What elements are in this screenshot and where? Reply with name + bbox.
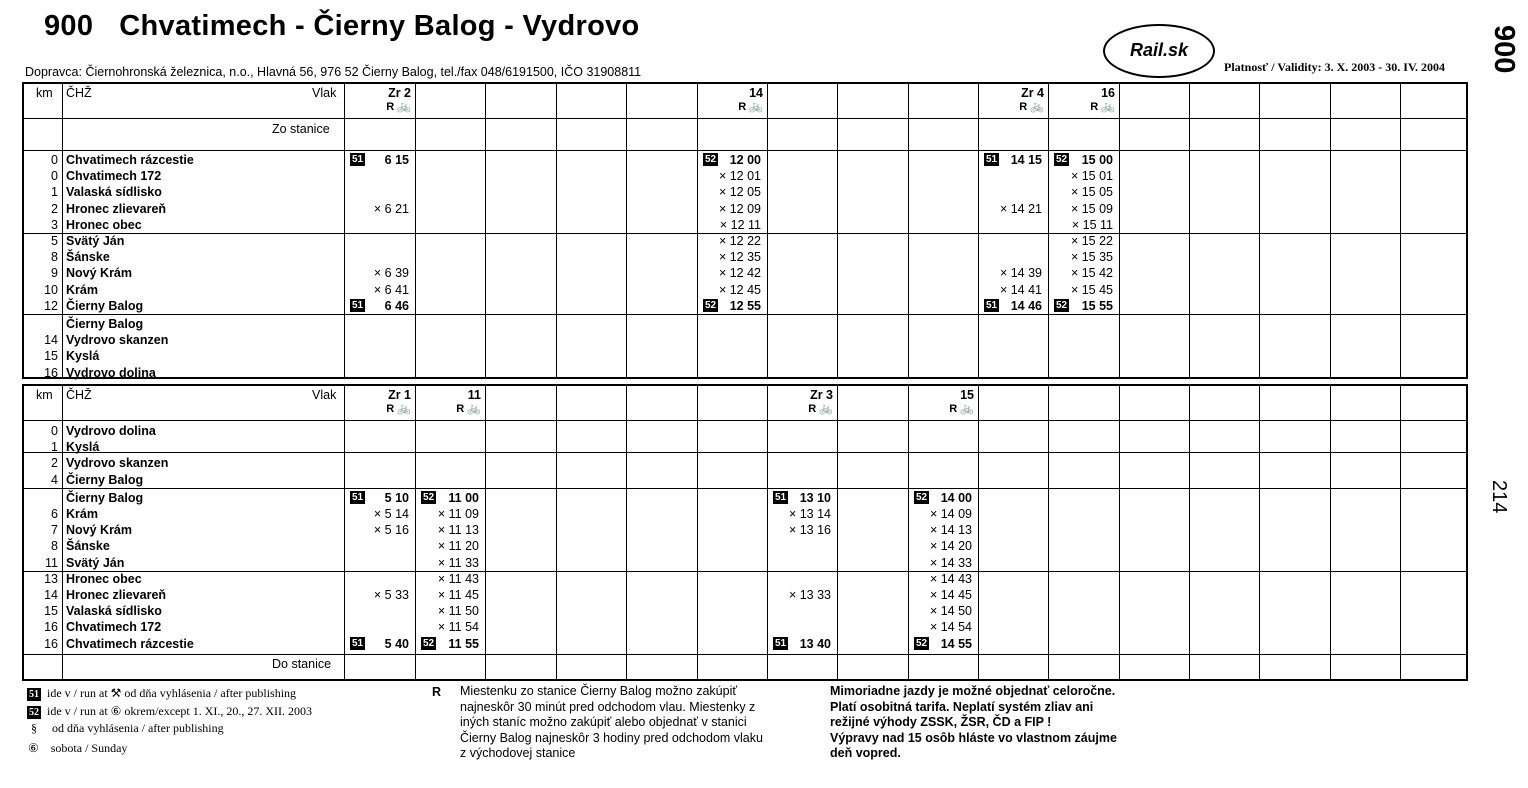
row-divider bbox=[24, 314, 1466, 315]
row-divider bbox=[24, 452, 1466, 453]
km-value: 16 bbox=[44, 620, 58, 635]
departure-time bbox=[773, 491, 831, 505]
km-header: km bbox=[36, 86, 53, 100]
departure-time bbox=[914, 637, 972, 651]
time-value: × 14 21 bbox=[999, 201, 1042, 216]
legend-saturday bbox=[28, 741, 127, 756]
train-number: 14 bbox=[749, 86, 763, 100]
km-value: 7 bbox=[51, 523, 58, 538]
badge-51-icon: 51 bbox=[352, 637, 364, 649]
row-divider bbox=[24, 571, 1466, 572]
departure-time bbox=[703, 283, 761, 297]
legend-paragraph bbox=[31, 721, 224, 736]
station-name: Kyslá bbox=[66, 349, 100, 364]
row-divider bbox=[24, 150, 1466, 151]
time-value: × 11 09 bbox=[437, 507, 479, 521]
time-value: × 13 33 bbox=[788, 588, 831, 602]
departure-time bbox=[984, 202, 1042, 216]
to-station-label: Do stanice bbox=[272, 656, 332, 671]
col-divider bbox=[626, 84, 627, 377]
from-station-label: Zo stanice bbox=[272, 122, 330, 136]
col-divider bbox=[415, 386, 416, 679]
time-value: 11 55 bbox=[448, 636, 479, 651]
col-divider bbox=[978, 84, 979, 377]
time-value: × 15 45 bbox=[1070, 282, 1113, 297]
departure-time bbox=[1054, 266, 1113, 280]
km-header: km bbox=[36, 388, 53, 402]
km-value: 16 bbox=[44, 365, 58, 380]
departure-time bbox=[421, 604, 479, 618]
col-divider bbox=[344, 386, 345, 679]
col-divider bbox=[1048, 386, 1049, 679]
legend-paragraph-text: od dňa vyhlásenia / after publishing bbox=[52, 721, 224, 735]
time-value: × 5 16 bbox=[373, 523, 409, 538]
train-type-r: R 🚲 bbox=[808, 403, 833, 415]
time-value: × 15 01 bbox=[1070, 169, 1113, 184]
time-value: 14 46 bbox=[1010, 298, 1042, 313]
time-value: × 14 33 bbox=[929, 555, 972, 570]
departure-time bbox=[1054, 283, 1113, 297]
time-value: × 5 14 bbox=[373, 507, 409, 521]
time-value: 15 55 bbox=[1081, 298, 1113, 313]
departure-time bbox=[703, 169, 761, 183]
departure-time bbox=[421, 637, 479, 651]
col-divider bbox=[1330, 84, 1331, 377]
km-value: 8 bbox=[51, 250, 58, 265]
carrier-info: Dopravca: Čiernohronská železnica, n.o., Hlavná 56, 976 52 Čierny Balog, tel./fax 048/6191500, IČO 31908811 bbox=[25, 65, 642, 79]
train-type-r: R 🚲 bbox=[456, 403, 481, 415]
station-name: Vydrovo skanzen bbox=[66, 333, 169, 348]
time-value: 12 00 bbox=[729, 153, 761, 167]
departure-time bbox=[350, 202, 409, 216]
col-divider bbox=[1119, 386, 1120, 679]
badge-52-icon: 52 bbox=[705, 154, 717, 165]
badge-51-icon: 51 bbox=[352, 491, 364, 503]
time-value: 5 40 bbox=[384, 636, 409, 651]
badge-51-icon: 51 bbox=[29, 689, 39, 700]
station-name: Čierny Balog bbox=[66, 472, 144, 487]
time-value: × 14 54 bbox=[929, 620, 972, 635]
departure-time bbox=[914, 556, 972, 570]
side-timetable-number: 900 bbox=[1488, 25, 1520, 74]
badge-51-icon: 51 bbox=[352, 299, 364, 311]
special-trips-note bbox=[830, 684, 1130, 762]
badge-52-icon: 52 bbox=[705, 299, 717, 311]
row-divider bbox=[24, 118, 1466, 119]
time-value: × 12 05 bbox=[718, 185, 761, 200]
col-divider bbox=[485, 386, 486, 679]
note-line-1: Mimoriadne jazdy je možné objednať celoročne. bbox=[830, 684, 1116, 698]
departure-time bbox=[421, 620, 479, 634]
km-value: 10 bbox=[44, 282, 58, 297]
departure-time bbox=[703, 250, 761, 264]
train-type-r: R 🚲 bbox=[386, 101, 411, 113]
time-value: × 11 43 bbox=[437, 571, 479, 586]
time-value: × 15 42 bbox=[1070, 266, 1113, 281]
col-divider bbox=[485, 84, 486, 377]
departure-time bbox=[1054, 299, 1113, 313]
km-value: 0 bbox=[51, 153, 58, 167]
departure-time bbox=[703, 185, 761, 199]
station-name: Čierny Balog bbox=[66, 298, 144, 313]
time-value: × 14 20 bbox=[929, 539, 972, 554]
train-number: Zr 1 bbox=[388, 388, 411, 402]
col-divider bbox=[837, 84, 838, 377]
vlak-header: Vlak bbox=[312, 86, 337, 100]
badge-51-icon: 51 bbox=[775, 491, 787, 503]
reservation-note: Miestenku zo stanice Čierny Balog možno zakúpiť najneskôr 30 minút pred odchodom vlau. Miestenky z iných staníc možno zakúpiť alebo objednať v stanici Čierny Balog najneskôr 3 hodiny pred odchodom vlaku z východovej stanice bbox=[460, 684, 763, 760]
km-value: 11 bbox=[45, 555, 58, 570]
time-value: × 11 20 bbox=[437, 539, 479, 554]
time-value: × 14 50 bbox=[929, 604, 972, 619]
col-divider bbox=[697, 386, 698, 679]
station-name: Vydrovo skanzen bbox=[66, 456, 169, 471]
badge-52-icon: 52 bbox=[916, 637, 928, 649]
station-name: Vydrovo dolina bbox=[66, 365, 156, 380]
time-value: 13 10 bbox=[799, 490, 831, 505]
departure-time bbox=[350, 299, 409, 313]
km-value: 4 bbox=[51, 472, 58, 487]
col-divider bbox=[556, 386, 557, 679]
km-value: 15 bbox=[44, 349, 58, 364]
legend-51 bbox=[27, 686, 296, 701]
departure-time bbox=[703, 153, 761, 167]
train-number: Zr 3 bbox=[810, 388, 833, 402]
time-value: 5 10 bbox=[384, 490, 409, 505]
col-divider bbox=[908, 84, 909, 377]
col-divider bbox=[908, 386, 909, 679]
time-value: × 13 16 bbox=[788, 523, 831, 538]
time-value: 14 55 bbox=[940, 636, 972, 651]
timetable-number: 900 bbox=[44, 10, 94, 42]
timetable-title bbox=[44, 10, 640, 43]
departure-time bbox=[914, 523, 972, 537]
station-name: Valaská sídlisko bbox=[66, 604, 162, 619]
departure-time bbox=[1054, 250, 1113, 264]
km-value: 9 bbox=[51, 266, 58, 281]
chz-header: ČHŽ bbox=[66, 388, 92, 402]
time-value: × 15 35 bbox=[1070, 250, 1113, 265]
legend-51-text: ide v / run at ⚒ od dňa vyhlásenia / after publishing bbox=[47, 686, 297, 700]
km-value: 2 bbox=[51, 456, 58, 471]
train-number: 11 bbox=[467, 388, 481, 402]
departure-time bbox=[1054, 153, 1113, 167]
time-value: × 11 50 bbox=[437, 604, 479, 619]
time-value: 12 55 bbox=[729, 298, 761, 313]
col-divider bbox=[62, 386, 63, 679]
km-value: 5 bbox=[51, 234, 58, 248]
departure-time bbox=[984, 283, 1042, 297]
col-divider bbox=[415, 84, 416, 377]
departure-time bbox=[984, 299, 1042, 313]
train-type-r: R 🚲 bbox=[738, 101, 763, 113]
departure-time bbox=[350, 266, 409, 280]
col-divider bbox=[978, 386, 979, 679]
train-type-r: R 🚲 bbox=[1019, 101, 1044, 113]
station-name: Čierny Balog bbox=[66, 490, 144, 505]
km-value: 14 bbox=[44, 333, 58, 348]
departure-time bbox=[421, 572, 479, 586]
col-divider bbox=[837, 386, 838, 679]
col-divider bbox=[1400, 84, 1401, 377]
departure-time bbox=[350, 283, 409, 297]
km-value: 1 bbox=[51, 440, 58, 455]
station-name: Chvatimech rázcestie bbox=[66, 636, 194, 651]
time-value: 6 15 bbox=[384, 153, 409, 167]
departure-time bbox=[350, 588, 409, 602]
col-divider bbox=[1119, 84, 1120, 377]
station-name: Kyslá bbox=[66, 440, 100, 455]
time-value: × 12 11 bbox=[719, 217, 761, 232]
time-value: 13 40 bbox=[799, 636, 831, 651]
time-value: × 13 14 bbox=[788, 507, 831, 521]
train-number: Zr 2 bbox=[388, 86, 411, 100]
station-name: Nový Krám bbox=[66, 266, 132, 281]
station-name: Chvatimech 172 bbox=[66, 169, 162, 184]
departure-time bbox=[773, 588, 831, 602]
departure-time bbox=[773, 637, 831, 651]
station-name: Hronec zlievareň bbox=[66, 588, 167, 602]
time-value: × 12 09 bbox=[718, 201, 761, 216]
station-name: Krám bbox=[66, 282, 98, 297]
col-divider bbox=[1048, 84, 1049, 377]
departure-time bbox=[703, 202, 761, 216]
station-name: Vydrovo dolina bbox=[66, 424, 156, 438]
km-value: 2 bbox=[51, 201, 58, 216]
departure-time bbox=[703, 218, 761, 232]
km-value: 6 bbox=[51, 507, 58, 521]
railsk-logo[interactable] bbox=[1103, 24, 1215, 78]
time-value: × 14 39 bbox=[999, 266, 1042, 281]
train-number: 15 bbox=[960, 388, 974, 402]
legend-52 bbox=[27, 704, 312, 719]
departure-time bbox=[984, 153, 1042, 167]
badge-51-icon: 51 bbox=[775, 637, 787, 649]
col-divider bbox=[1330, 386, 1331, 679]
col-divider bbox=[1259, 84, 1260, 377]
time-value: × 15 11 bbox=[1071, 217, 1113, 232]
time-value: × 12 22 bbox=[718, 234, 761, 248]
time-value: × 14 45 bbox=[929, 588, 972, 602]
train-type-r: R 🚲 bbox=[386, 403, 411, 415]
time-value: × 14 41 bbox=[999, 282, 1042, 297]
col-divider bbox=[767, 386, 768, 679]
km-value: 15 bbox=[44, 604, 58, 619]
departure-time bbox=[914, 507, 972, 521]
station-name: Valaská sídlisko bbox=[66, 185, 162, 200]
departure-time bbox=[350, 523, 409, 537]
station-name: Chvatimech rázcestie bbox=[66, 153, 194, 167]
km-value: 1 bbox=[51, 185, 58, 200]
time-value: × 14 43 bbox=[929, 571, 972, 586]
time-value: 11 00 bbox=[448, 490, 479, 505]
col-divider bbox=[1189, 84, 1190, 377]
badge-52-icon: 52 bbox=[423, 637, 435, 649]
km-value: 16 bbox=[44, 636, 58, 651]
badge-52-icon: 52 bbox=[1056, 299, 1068, 311]
departure-time bbox=[350, 637, 409, 651]
time-value: × 12 42 bbox=[718, 266, 761, 281]
km-value: 12 bbox=[44, 298, 58, 313]
row-divider bbox=[24, 420, 1466, 421]
time-value: × 6 21 bbox=[373, 201, 409, 216]
departure-time bbox=[773, 523, 831, 537]
badge-51-icon: 51 bbox=[352, 154, 364, 165]
station-name: Hronec obec bbox=[66, 571, 142, 586]
departure-time bbox=[1054, 202, 1113, 216]
paragraph-icon: § bbox=[31, 721, 37, 735]
route-name: Chvatimech - Čierny Balog - Vydrovo bbox=[119, 10, 640, 42]
departure-time bbox=[421, 539, 479, 553]
col-divider bbox=[1259, 386, 1260, 679]
col-divider bbox=[556, 84, 557, 377]
badge-51-icon: 51 bbox=[986, 154, 998, 165]
timetable-outbound bbox=[22, 82, 1468, 379]
departure-time bbox=[914, 539, 972, 553]
km-value: 13 bbox=[44, 571, 58, 586]
legend-52-text: ide v / run at ⑥ okrem/except 1. XI., 20., 27. XII. 2003 bbox=[47, 704, 313, 718]
col-divider bbox=[1189, 386, 1190, 679]
col-divider bbox=[767, 84, 768, 377]
time-value: × 15 05 bbox=[1070, 185, 1113, 200]
departure-time bbox=[421, 556, 479, 570]
departure-time bbox=[1054, 218, 1113, 232]
departure-time bbox=[703, 299, 761, 313]
side-page-number: 214 bbox=[1488, 480, 1510, 514]
km-value: 3 bbox=[51, 217, 58, 232]
departure-time bbox=[421, 491, 479, 505]
time-value: 14 00 bbox=[940, 490, 972, 505]
km-value: 0 bbox=[51, 169, 58, 184]
time-value: × 6 39 bbox=[373, 266, 409, 281]
time-value: × 11 13 bbox=[437, 523, 479, 538]
time-value: 6 46 bbox=[384, 298, 409, 313]
km-value: 14 bbox=[44, 588, 58, 602]
col-divider bbox=[1400, 386, 1401, 679]
station-name: Čierny Balog bbox=[66, 317, 144, 331]
col-divider bbox=[344, 84, 345, 377]
time-value: × 15 22 bbox=[1070, 234, 1113, 248]
r-symbol: R bbox=[432, 685, 442, 699]
departure-time bbox=[350, 491, 409, 505]
validity-period: Platnosť / Validity: 3. X. 2003 - 30. IV. 2004 bbox=[1224, 60, 1446, 74]
badge-52-icon: 52 bbox=[29, 707, 39, 718]
station-name: Krám bbox=[66, 507, 98, 521]
departure-time bbox=[914, 588, 972, 602]
chz-header: ČHŽ bbox=[66, 86, 92, 100]
legend-saturday-text: sobota / Sunday bbox=[50, 741, 128, 755]
departure-time bbox=[703, 266, 761, 280]
note-line-2: Platí osobitná tarifa. Neplatí systém zliav ani režijné výhody ZSSK, ŽSR, ČD a FIP ! bbox=[830, 699, 1094, 729]
train-number: Zr 4 bbox=[1021, 86, 1044, 100]
departure-time bbox=[984, 266, 1042, 280]
time-value: × 14 13 bbox=[929, 523, 972, 538]
time-value: × 11 45 bbox=[437, 588, 479, 602]
timetable-return bbox=[22, 384, 1468, 681]
departure-time bbox=[421, 523, 479, 537]
station-name: Šánske bbox=[66, 250, 110, 265]
departure-time bbox=[1054, 234, 1113, 248]
departure-time bbox=[914, 620, 972, 634]
col-divider bbox=[697, 84, 698, 377]
departure-time bbox=[1054, 185, 1113, 199]
vlak-header: Vlak bbox=[312, 388, 337, 402]
time-value: × 11 54 bbox=[437, 620, 479, 635]
departure-time bbox=[421, 588, 479, 602]
row-divider bbox=[24, 488, 1466, 489]
train-type-r: R 🚲 bbox=[1090, 101, 1115, 113]
time-value: × 15 09 bbox=[1070, 201, 1113, 216]
departure-time bbox=[350, 153, 409, 167]
note-line-3: Výpravy nad 15 osôb hláste vo vlastnom záujme deň vopred. bbox=[830, 730, 1117, 760]
col-divider bbox=[62, 84, 63, 377]
km-value: 8 bbox=[51, 539, 58, 554]
time-value: × 12 35 bbox=[718, 250, 761, 265]
departure-time bbox=[914, 491, 972, 505]
station-name: Chvatimech 172 bbox=[66, 620, 162, 635]
badge-52-icon: 52 bbox=[916, 491, 928, 503]
km-value: 0 bbox=[51, 424, 58, 438]
station-name: Svätý Ján bbox=[66, 555, 125, 570]
train-type-r: R 🚲 bbox=[949, 403, 974, 415]
departure-time bbox=[914, 604, 972, 618]
time-value: 14 15 bbox=[1010, 153, 1042, 167]
badge-52-icon: 52 bbox=[1056, 154, 1068, 165]
time-value: × 11 33 bbox=[437, 555, 479, 570]
logo-text: Rail.sk bbox=[1129, 40, 1189, 60]
time-value: × 12 45 bbox=[718, 282, 761, 297]
departure-time bbox=[350, 507, 409, 521]
row-divider bbox=[24, 654, 1466, 655]
departure-time bbox=[1054, 169, 1113, 183]
station-name: Hronec obec bbox=[66, 217, 142, 232]
departure-time bbox=[773, 507, 831, 521]
station-name: Šánske bbox=[66, 539, 110, 554]
col-divider bbox=[626, 386, 627, 679]
departure-time bbox=[914, 572, 972, 586]
badge-51-icon: 51 bbox=[986, 299, 998, 311]
badge-52-icon: 52 bbox=[423, 491, 435, 503]
station-name: Nový Krám bbox=[66, 523, 132, 538]
train-number: 16 bbox=[1101, 86, 1115, 100]
departure-time bbox=[703, 234, 761, 248]
time-value: 15 00 bbox=[1081, 153, 1113, 167]
station-name: Hronec zlievareň bbox=[66, 201, 167, 216]
station-name: Svätý Ján bbox=[66, 234, 125, 248]
time-value: × 14 09 bbox=[929, 507, 972, 521]
time-value: × 6 41 bbox=[373, 282, 409, 297]
circled-six-icon: ⑥ bbox=[28, 741, 39, 755]
departure-time bbox=[421, 507, 479, 521]
time-value: × 12 01 bbox=[718, 169, 761, 184]
time-value: × 5 33 bbox=[373, 588, 409, 602]
